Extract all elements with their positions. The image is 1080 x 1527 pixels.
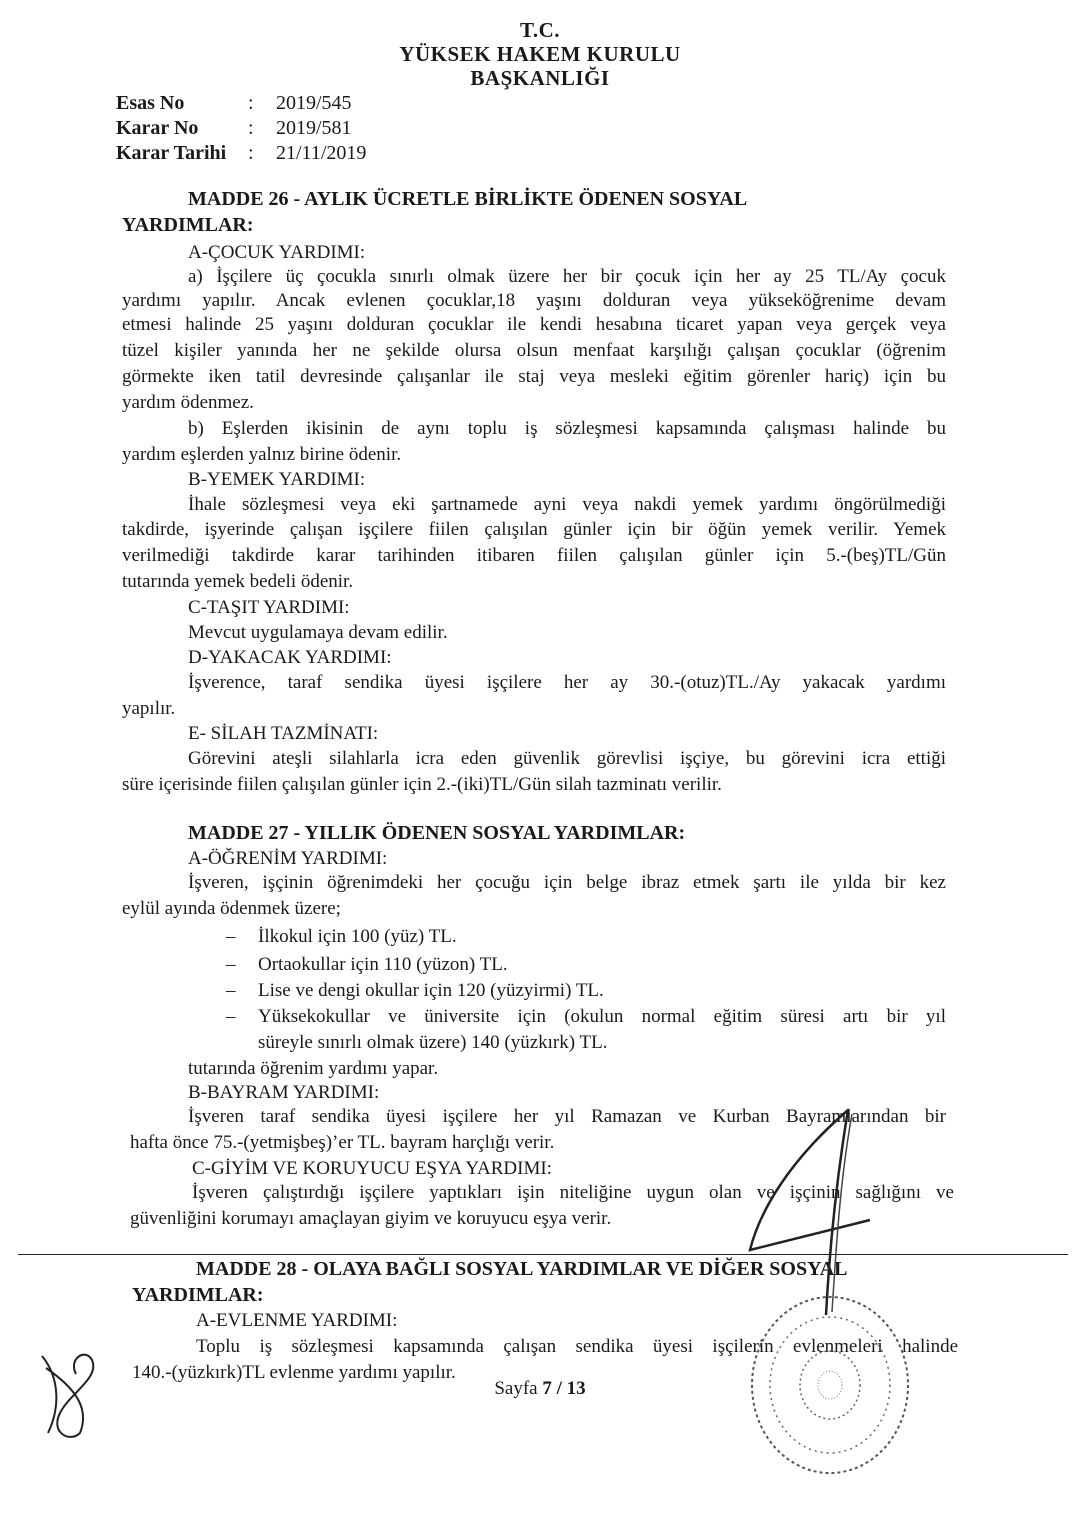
header-institution: YÜKSEK HAKEM KURULU [399,42,681,66]
m26-a-line: yardımı yapılır. Ancak evlenen çocuklar,18 yaşını dolduran veya yükseköğrenime devam [122,290,946,311]
m26-a-line: yardım eşlerden yalnız birine ödenir. [122,444,402,465]
m26-c-line: Mevcut uygulamaya devam edilir. [188,622,448,643]
m27-a-tail: tutarında öğrenim yardımı yapar. [188,1058,439,1079]
m26-a-line: tüzel kişiler yanında her ne şekilde olursa olsun menfaat karşılığı çalışan çocuklar (öğrenim [122,340,946,361]
m26-title-cont: YARDIMLAR: [122,214,254,236]
m26-a-heading: A-ÇOCUK YARDIMI: [188,242,366,263]
m26-b-line: İhale sözleşmesi veya eki şartnamede ayni veya nakdi yemek yardımı öngörülmediği [188,494,946,515]
m26-e-line: Görevini ateşli silahlarla icra eden güvenlik görevlisi işçiye, bu görevini icra ettiği [188,748,946,769]
m28-title-cont: YARDIMLAR: [132,1284,264,1306]
m28-a-line: Toplu iş sözleşmesi kapsamında çalışan sendika üyesi işçilerin evlenmeleri halinde [196,1336,958,1357]
m26-a-line: yardım ödenmez. [122,392,254,413]
divider-line [18,1254,1068,1255]
m26-d-line: yapılır. [122,698,176,719]
page-footer: Sayfa 7 / 13 [494,1378,586,1399]
m26-d-line: İşverence, taraf sendika üyesi işçilere her ay 30.-(otuz)TL./Ay yakacak yardımı [188,672,946,693]
m27-bullet: İlkokul için 100 (yüz) TL. [258,926,457,947]
m26-title: MADDE 26 - AYLIK ÜCRETLE BİRLİKTE ÖDENEN SOSYAL [188,188,748,210]
m26-a-line: a) İşçilere üç çocukla sınırlı olmak üzere her bir çocuk için her ay 25 TL/Ay çocuk [188,266,946,287]
handwritten-initials [20,1338,130,1448]
m27-c-line: İşveren çalıştırdığı işçilere yaptıkları işin niteliğine uygun olan ve işçinin sağlığını ve [192,1182,954,1203]
m26-e-line: süre içerisinde fiilen çalışılan günler için 2.-(iki)TL/Gün silah tazminatı verilir. [122,774,722,795]
meta-karar: Karar No : 2019/581 [116,117,352,139]
header-department: BAŞKANLIĞI [470,66,610,90]
m28-a-heading: A-EVLENME YARDIMI: [196,1310,398,1331]
m27-title: MADDE 27 - YILLIK ÖDENEN SOSYAL YARDIMLAR: [188,822,686,844]
m27-bullet-cont: süreyle sınırlı olmak üzere) 140 (yüzkırk) TL. [258,1032,608,1053]
m27-bullet: Lise ve dengi okullar için 120 (yüzyirmi) TL. [258,980,604,1001]
document-page: T.C. YÜKSEK HAKEM KURULU BAŞKANLIĞI Esas No : 2019/545 Karar No : 2019/581 Karar Tarihi : 21/11/2019 MADDE 26 - AYLIK ÜCRETLE BİRLİKTE ÖDENEN SOSYAL YARDIMLAR: A-ÇOCUK YARDIMI: a) İşçilere üç çocukla sınırlı olmak üzere her bir çocuk için her ay 25 TL/Ay çocuk yardımı yapılır. Ancak evlenen çocuklar,18 yaşını dolduran veya yükseköğrenime devam etmesi halinde 25 yaşını dolduran çocuklar ile kendi hesabına ticaret yapan veya gerçek veya tüzel kişiler yanında her ne şekilde olursa olsun menfaat karşılığı çalışan çocuklar (öğrenim görmekte iken tatil devresinde çalışanlar ile staj veya mesleki eğitim görenler hariç) için bu yardım ödenmez. b) Eşlerden ikisinin de aynı toplu iş sözleşmesi kapsamında çalışması halinde bu yardım eşlerden yalnız birine ödenir. B-YEMEK YARDIMI: İhale sözleşmesi veya eki şartnamede ayni veya nakdi yemek yardımı öngörülmediği takdirde, işyerinde çalışan işçilere fiilen çalışılan günler için bir öğün yemek verilir. Yemek verilmediği takdirde karar tarihinden itibaren fiilen çalışılan günler için 5.-(beş)TL/Gün tutarında yemek bedeli ödenir. C-TAŞIT YARDIMI: Mevcut uygulamaya devam edilir. D-YAKACAK YARDIMI: İşverence, taraf sendika üyesi işçilere her ay 30.-(otuz)TL./Ay yakacak yardımı yapılır. E- SİLAH TAZMİNATI: Görevini ateşli silahlarla icra eden güvenlik görevlisi işçiye, bu görevini icra ettiği süre içerisinde fiilen çalışılan günler için 2.-(iki)TL/Gün silah tazminatı verilir. MADDE 27 - YILLIK ÖDENEN SOSYAL YARDIMLAR: A-ÖĞRENİM YARDIMI: İşveren, işçinin öğrenimdeki her çocuğu için belge ibraz etmek şartı ile yılda bir kez eylül ayında ödenmek üzere; – İlkokul için 100 (yüz) TL. – Ortaokullar için 110 (yüzon) TL. – Lise ve dengi okullar için 120 (yüzyirmi) TL. – Yüksekokullar ve üniversite için (okulun normal eğitim süresi artı bir yıl süreyle sınırlı olmak üzere) 140 (yüzkırk) TL. tutarında öğrenim yardımı yapar. B-BAYRAM YARDIMI: İşveren taraf sendika üyesi işçilere her yıl Ramazan ve Kurban Bayramlarından bir hafta önce 75.-(yetmişbeş)’er TL. bayram harçlığı verir. C-GİYİM VE KORUYUCU EŞYA YARDIMI: İşveren çalıştırdığı işçilere yaptıkları işin niteliğine uygun olan ve işçinin sağlığını ve güvenliğini korumayı amaçlayan giyim ve koruyucu eşya verir. MADDE 28 - OLAYA BAĞLI SOSYAL YARDIMLAR VE DİĞER SOSYAL YARDIMLAR: A-EVLENME YARDIMI: Toplu iş sözleşmesi kapsamında çalışan sendika üyesi işçilerin evlenmeleri halinde 140.-(yüzkırk)TL evlenme yardımı yapılır. Sayfa 7 / 13 [0,0,1080,1527]
m26-a-line: b) Eşlerden ikisinin de aynı toplu iş sözleşmesi kapsamında çalışması halinde bu [188,418,946,439]
m26-b-line: takdirde, işyerinde çalışan işçilere fiilen çalışılan günler için bir öğün yemek verilir. Yemek [122,519,946,540]
m27-c-line: güvenliğini korumayı amaçlayan giyim ve koruyucu eşya verir. [130,1208,612,1229]
m26-b-line: verilmediği takdirde karar tarihinden itibaren fiilen çalışılan günler için 5.-(beş)TL/Gün [122,545,946,566]
m26-b-line: tutarında yemek bedeli ödenir. [122,571,354,592]
m26-e-heading: E- SİLAH TAZMİNATI: [188,723,379,744]
m27-b-line: hafta önce 75.-(yetmişbeş)’er TL. bayram harçlığı verir. [130,1132,555,1153]
m27-bullet: Ortaokullar için 110 (yüzon) TL. [258,954,508,975]
m28-a-line: 140.-(yüzkırk)TL evlenme yardımı yapılır. [132,1362,456,1383]
m26-a-line: görmekte iken tatil devresinde çalışanlar ile staj veya mesleki eğitim görenler hariç) için bu [122,366,946,387]
meta-esas: Esas No : 2019/545 [116,92,352,114]
m27-a-line: İşveren, işçinin öğrenimdeki her çocuğu için belge ibraz etmek şartı ile yılda bir kez [188,872,946,893]
m27-a-heading: A-ÖĞRENİM YARDIMI: [188,848,388,869]
m26-c-heading: C-TAŞIT YARDIMI: [188,597,350,618]
m27-bullet: Yüksekokullar ve üniversite için (okulun normal eğitim süresi artı bir yıl [258,1006,946,1027]
handwritten-signature [720,1090,900,1320]
m26-b-heading: B-YEMEK YARDIMI: [188,469,366,490]
header-tc: T.C. [519,18,561,42]
official-stamp [745,1290,915,1480]
m27-a-line: eylül ayında ödenmek üzere; [122,898,341,919]
m28-title: MADDE 28 - OLAYA BAĞLI SOSYAL YARDIMLAR VE DİĞER SOSYAL [196,1258,848,1280]
m27-c-heading: C-GİYİM VE KORUYUCU EŞYA YARDIMI: [192,1158,552,1179]
meta-karar-tarihi: Karar Tarihi : 21/11/2019 [116,142,367,164]
m27-b-heading: B-BAYRAM YARDIMI: [188,1082,380,1103]
m26-d-heading: D-YAKACAK YARDIMI: [188,647,392,668]
m26-a-line: etmesi halinde 25 yaşını dolduran çocuklar ile kendi hesabına ticaret yapan veya gerçek veya [122,314,946,335]
m27-b-line: İşveren taraf sendika üyesi işçilere her yıl Ramazan ve Kurban Bayramlarından bir [188,1106,946,1127]
